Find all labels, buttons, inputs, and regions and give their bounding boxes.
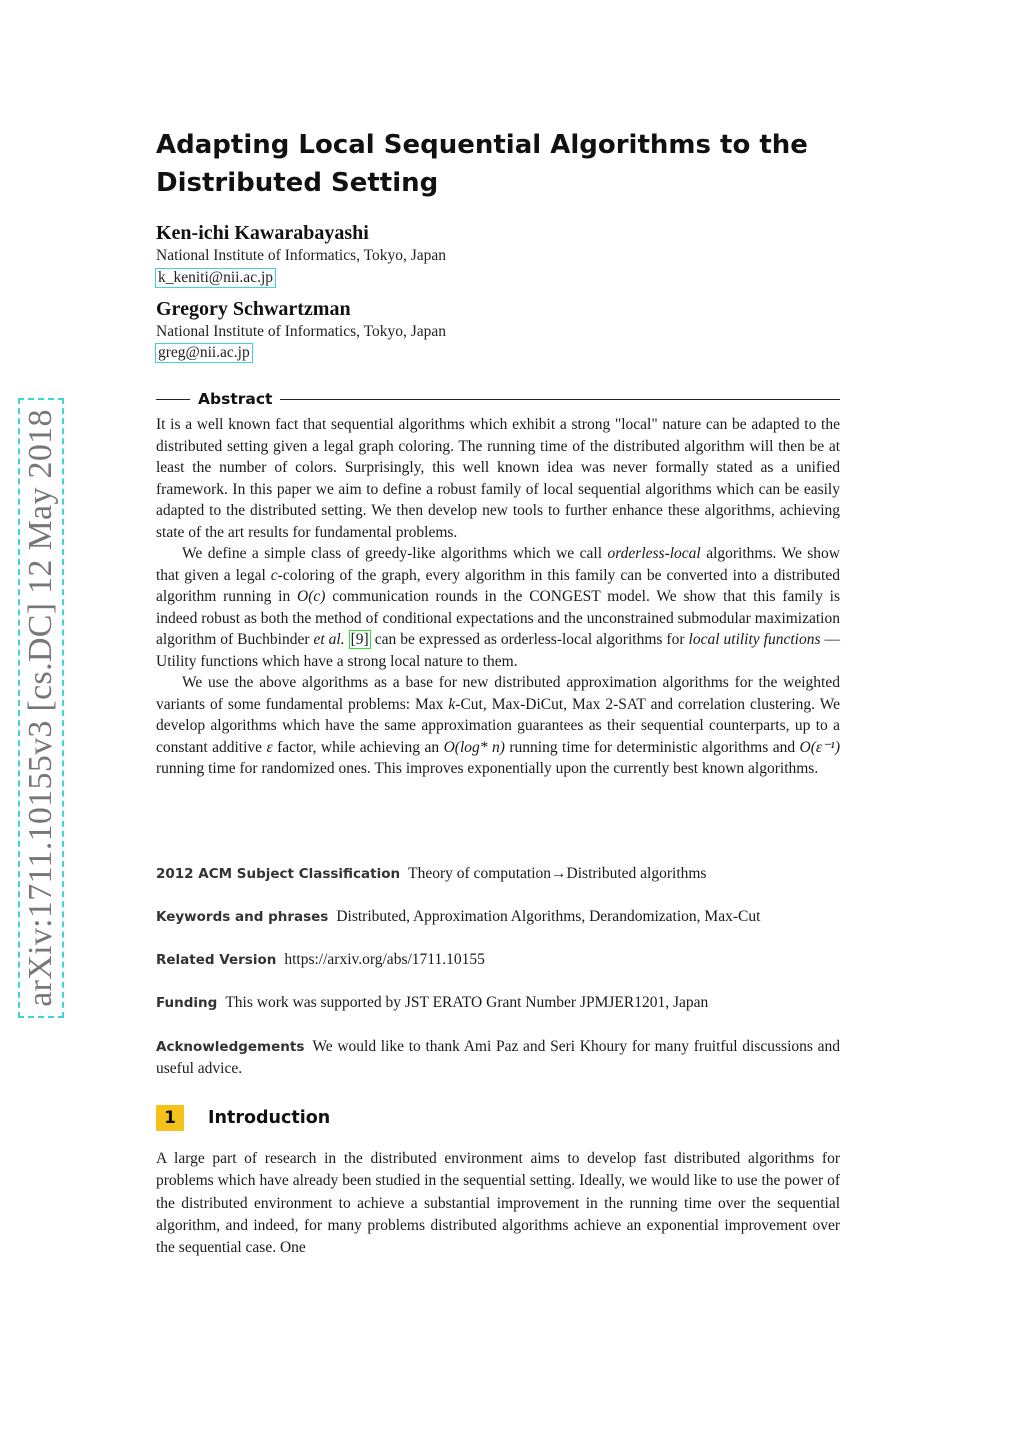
term-orderless-local: orderless-local (607, 545, 701, 562)
author-1-affiliation: National Institute of Informatics, Tokyo, Japan (156, 247, 447, 264)
funding: Funding This work was supported by JST ERATO Grant Number JPMJER1201, Japan (156, 994, 709, 1011)
section-1-heading (156, 1105, 330, 1131)
title-line-2: Distributed Setting (156, 168, 439, 198)
citation-link[interactable]: [9] (350, 631, 369, 648)
acm-classification: 2012 ACM Subject Classification Theory of computation→Distributed algorithms (156, 865, 707, 882)
section-title: Introduction (208, 1108, 331, 1128)
author-1-name: Ken-ichi Kawarabayashi (156, 222, 369, 244)
keywords: Keywords and phrases Distributed, Approximation Algorithms, Derandomization, Max-Cut (156, 908, 761, 925)
abstract-paragraph-2: We define a simple class of greedy-like algorithms which we call orderless-local algorithms. We show that given a legal c-coloring of the graph, every algorithm in this family can be converted into a distributed algorithm running in O(c) communication rounds in the CONGEST model. We show that this family is indeed robust as both the method of conditional expectations and the unconstrained submodular maximization algorithm of Buchbinder et al. [9] can be expressed as orderless-local algorithms for local utility functions — Utility functions which have a strong local nature to them. (156, 545, 841, 670)
abstract-paragraph-3: We use the above algorithms as a base for new distributed approximation algorithms for the weighted variants of some fundamental problems: Max k-Cut, Max-DiCut, Max 2-SAT and correlation clustering. We develop algorithms which have the same approximation guarantees as their sequential counterparts, up to a constant additive ε factor, while achieving an O(log* n) running time for deterministic algorithms and O(ε⁻¹) running time for randomized ones. This improves exponentially upon the currently best known algorithms. (156, 674, 840, 777)
paper-title (156, 126, 856, 202)
author-2-affiliation: National Institute of Informatics, Tokyo, Japan (156, 323, 447, 340)
arxiv-id: arXiv:1711.10155v3 [cs.DC] 12 May 2018 (22, 409, 59, 1007)
introduction-paragraph-1: A large part of research in the distributed environment aims to develop fast distributed algorithms for problems which have already been studied in the sequential setting. Ideally, we would like to use the power of the distributed environment to achieve a substantial improvement in the running time over the sequential algorithm, and indeed, for many problems distributed algorithms achieve an exponential improvement over the sequential case. One (156, 1150, 840, 1257)
section-number-badge: 1 (156, 1105, 184, 1131)
abstract-heading (156, 388, 840, 410)
term-local-utility-functions: local utility functions (688, 631, 821, 648)
author-1-email-link[interactable]: k_keniti@nii.ac.jp (155, 268, 276, 288)
abstract-rule-right (280, 399, 840, 400)
arxiv-stamp (18, 398, 64, 1018)
abstract-label: Abstract (198, 390, 273, 408)
author-2-name: Gregory Schwartzman (156, 298, 351, 320)
abstract-body (156, 414, 840, 780)
abstract-rule-left (156, 399, 190, 400)
abstract-paragraph-1: It is a well known fact that sequential algorithms which exhibit a strong "local" nature can be adapted to the distributed setting given a legal graph coloring. The running time of the distributed algorithm will then be at least the number of colors. Surprisingly, this well known idea was never formally stated as a unified framework. In this paper we aim to define a robust family of local sequential algorithms which can be easily adapted to the distributed setting. We then develop new tools to further enhance these algorithms, achieving state of the art results for fundamental problems. (156, 416, 840, 541)
author-2-email-link[interactable]: greg@nii.ac.jp (155, 343, 253, 363)
related-version: Related Version https://arxiv.org/abs/1711.10155 (156, 951, 485, 968)
introduction-body (156, 1148, 840, 1259)
acknowledgements: Acknowledgements We would like to thank Ami Paz and Seri Khoury for many fruitful discussions and useful advice. (156, 1038, 840, 1077)
title-line-1: Adapting Local Sequential Algorithms to the (156, 130, 808, 160)
